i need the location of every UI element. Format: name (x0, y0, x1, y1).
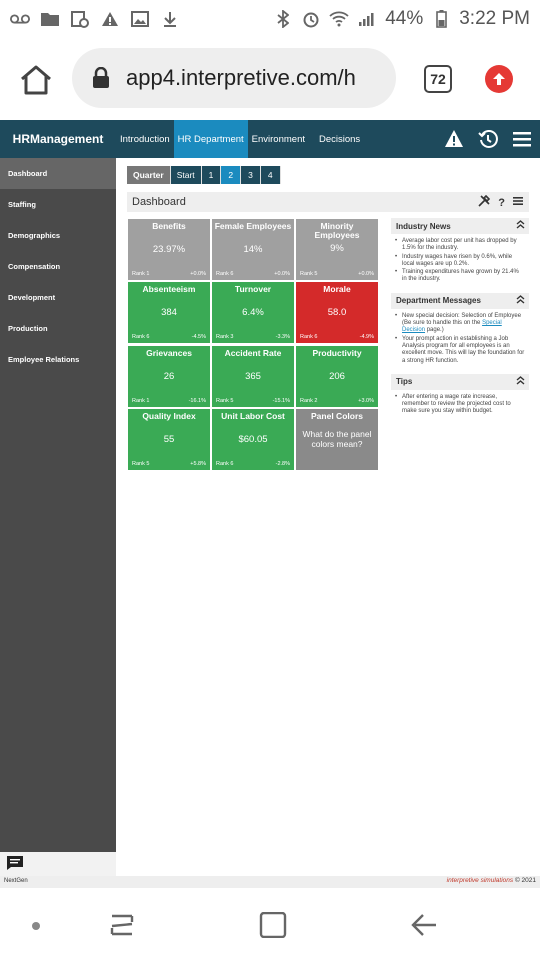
tile-value: 365 (245, 371, 261, 382)
collapse-icon[interactable] (516, 295, 525, 306)
collapse-icon[interactable] (516, 220, 525, 231)
tile-title: Absenteeism (142, 284, 196, 294)
status-bar (0, 0, 540, 38)
tile-rank: Rank 1 (132, 398, 150, 404)
tile-benefits[interactable] (128, 219, 210, 280)
tile-value: 55 (163, 434, 175, 445)
tile-delta: -3.3% (275, 334, 290, 340)
info-column (391, 218, 529, 425)
image-icon (130, 10, 150, 28)
menu-icon[interactable] (512, 129, 532, 149)
quarter-tab-start[interactable]: Start (171, 166, 202, 184)
quarter-tab-3[interactable]: 3 (241, 166, 261, 184)
department-messages-body (391, 309, 529, 374)
wifi-icon (329, 10, 349, 28)
tips-body (391, 390, 529, 425)
tile-value: 26 (163, 371, 175, 382)
tile-title: Grievances (146, 348, 192, 358)
sidebar-item-development[interactable]: Development (8, 293, 56, 302)
tile-rank: Rank 6 (216, 271, 234, 277)
tile-delta: -4.9% (359, 334, 374, 340)
battery-icon (431, 10, 451, 28)
sidebar-item-compensation[interactable]: Compensation (8, 262, 61, 271)
list-item (395, 313, 525, 335)
tile-rank: Rank 6 (132, 334, 150, 340)
download-icon (160, 10, 180, 28)
topnav-environment[interactable]: Environment (251, 133, 305, 145)
top-nav (116, 120, 364, 158)
special-decision-link[interactable]: Special Decision (402, 320, 502, 334)
copyright-text: © 2021 (514, 877, 536, 884)
tile-title: Minority Employees (314, 221, 360, 240)
footer-copyright (447, 877, 536, 884)
tile-rank: Rank 3 (216, 334, 234, 340)
topnav-introduction[interactable]: Introduction (120, 133, 170, 145)
quarter-tab-2[interactable]: 2 (221, 166, 241, 184)
tile-value: 6.4% (242, 307, 264, 318)
battery-percent: 44% (385, 8, 424, 29)
topnav-decisions[interactable]: Decisions (319, 133, 361, 145)
tile-delta: -16.1% (188, 398, 206, 404)
tile-minority-employees[interactable] (296, 219, 378, 280)
page-title: Dashboard (132, 196, 186, 208)
tile-grievances[interactable] (128, 346, 210, 407)
address-bar[interactable] (72, 48, 396, 108)
tile-title: Morale (323, 284, 351, 294)
list-item: • Average labor cost per unit has dropped by 1.5% for the industry. (395, 238, 525, 253)
tile-rank: Rank 5 (216, 398, 234, 404)
home-icon[interactable] (18, 62, 54, 98)
panel-colors-help: What do the panel colors mean? (302, 429, 372, 449)
history-icon[interactable] (478, 129, 498, 149)
tile-value: 9% (330, 243, 344, 254)
update-icon[interactable] (485, 65, 513, 93)
tile-delta: -15.1% (272, 398, 290, 404)
back-icon[interactable] (410, 912, 440, 938)
tile-value: $60.05 (238, 434, 268, 445)
tile-turnover[interactable] (212, 282, 294, 343)
message-text: page.) (426, 327, 444, 334)
list-item: • Training expenditures have grown by 21.4% in the industry. (395, 269, 525, 284)
industry-news-title: Industry News (396, 221, 451, 231)
tile-accident-rate[interactable] (212, 346, 294, 407)
recents-icon[interactable] (108, 912, 138, 938)
voicemail-icon (10, 10, 30, 28)
footer-product: NextGen (4, 878, 28, 884)
tile-delta: -2.8% (275, 461, 290, 467)
bluetooth-icon (273, 10, 293, 28)
sidebar-item-production[interactable]: Production (8, 324, 48, 333)
app-header (0, 120, 540, 158)
department-messages-title: Department Messages (396, 296, 481, 306)
topnav-hr-department[interactable]: HR Department (174, 120, 248, 158)
main-content (116, 158, 540, 876)
dashboard-header (127, 192, 529, 212)
sidebar-item-employee-relations[interactable]: Employee Relations (8, 355, 80, 364)
browser-toolbar (0, 40, 540, 120)
dot-icon[interactable] (32, 922, 40, 930)
tile-delta: +0.0% (190, 271, 206, 277)
tile-rank: Rank 6 (300, 334, 318, 340)
quarter-tab-1[interactable]: 1 (202, 166, 222, 184)
tile-delta: +0.0% (274, 271, 290, 277)
tile-delta: +3.0% (358, 398, 374, 404)
calendar-clock-icon (70, 10, 90, 28)
tile-title: Accident Rate (224, 348, 282, 358)
tile-value: 384 (161, 307, 177, 318)
folder-icon (40, 10, 60, 28)
tile-title: Unit Labor Cost (221, 411, 285, 421)
quarter-tab-4[interactable]: 4 (261, 166, 281, 184)
tile-title: Panel Colors (311, 411, 363, 421)
sidebar (0, 158, 116, 876)
chat-area (0, 852, 116, 876)
sidebar-item-staffing[interactable]: Staffing (8, 200, 36, 209)
list-item: • After entering a wage rate increase, remember to review the projected cost to make sure you stay within budget. (395, 394, 525, 416)
tile-delta: +0.0% (358, 271, 374, 277)
collapse-icon[interactable] (516, 376, 525, 387)
tile-title: Benefits (152, 221, 186, 231)
interpretive-logo[interactable]: interpretive simulations (446, 877, 514, 884)
list-menu-icon[interactable] (513, 196, 523, 209)
tile-title: Female Employees (214, 221, 292, 231)
list-item: • Industry wages have risen by 0.6%, while local wages are up 0.2%. (395, 254, 525, 269)
tile-value: 58.0 (327, 307, 347, 318)
industry-news-header[interactable] (391, 218, 529, 234)
tile-delta: +5.8% (190, 461, 206, 467)
alarm-icon (301, 10, 321, 28)
chat-icon[interactable] (6, 855, 24, 871)
app-footer (0, 876, 540, 888)
warning-icon (100, 10, 120, 28)
sidebar-item-demographics[interactable]: Demographics (8, 231, 61, 240)
tile-panel-colors[interactable] (296, 409, 378, 470)
tile-title: Quality Index (142, 411, 196, 421)
tile-rank: Rank 6 (216, 461, 234, 467)
message-text: New special decision: Selection of Employee (Be sure to handle this on the (402, 312, 522, 327)
alert-icon[interactable] (444, 129, 464, 149)
tile-rank: Rank 5 (132, 461, 150, 467)
tile-value: 206 (329, 371, 345, 382)
tile-value: 23.97% (152, 244, 186, 255)
help-icon[interactable]: ? (498, 196, 505, 209)
tile-rank: Rank 2 (300, 398, 318, 404)
app-brand[interactable]: HRManagement (12, 132, 104, 146)
tile-rank: Rank 1 (132, 271, 150, 277)
tile-unit-labor-cost[interactable] (212, 409, 294, 470)
lock-icon (92, 67, 110, 89)
url-text: app4.interpretive.com/h (126, 65, 356, 90)
industry-news-body (391, 234, 529, 293)
quarter-tabs (127, 166, 281, 184)
home-nav-icon[interactable] (258, 912, 288, 938)
tile-value: 14% (243, 244, 263, 255)
tools-icon[interactable] (478, 195, 490, 210)
tile-title: Productivity (312, 348, 362, 358)
tile-rank: Rank 5 (300, 271, 318, 277)
tile-productivity[interactable] (296, 346, 378, 407)
quarter-label: Quarter (127, 166, 171, 184)
tile-absenteeism[interactable] (128, 282, 210, 343)
tile-morale[interactable] (296, 282, 378, 343)
list-item: • Your prompt action in establishing a Job Analysis program for all employees is an excellent move. This will lay the foundation for a strong HR function. (395, 336, 525, 365)
tile-female-employees[interactable] (212, 219, 294, 280)
signal-icon (357, 10, 377, 28)
tips-title: Tips (396, 377, 413, 387)
tab-switcher-button[interactable]: 72 (424, 65, 452, 93)
tile-delta: -4.5% (191, 334, 206, 340)
system-nav-bar (0, 888, 540, 960)
department-messages-header[interactable] (391, 293, 529, 309)
tips-header[interactable] (391, 374, 529, 390)
tile-title: Turnover (234, 284, 272, 294)
sidebar-item-dashboard[interactable]: Dashboard (0, 158, 116, 189)
clock-time: 3:22 PM (459, 8, 530, 29)
tile-quality-index[interactable] (128, 409, 210, 470)
